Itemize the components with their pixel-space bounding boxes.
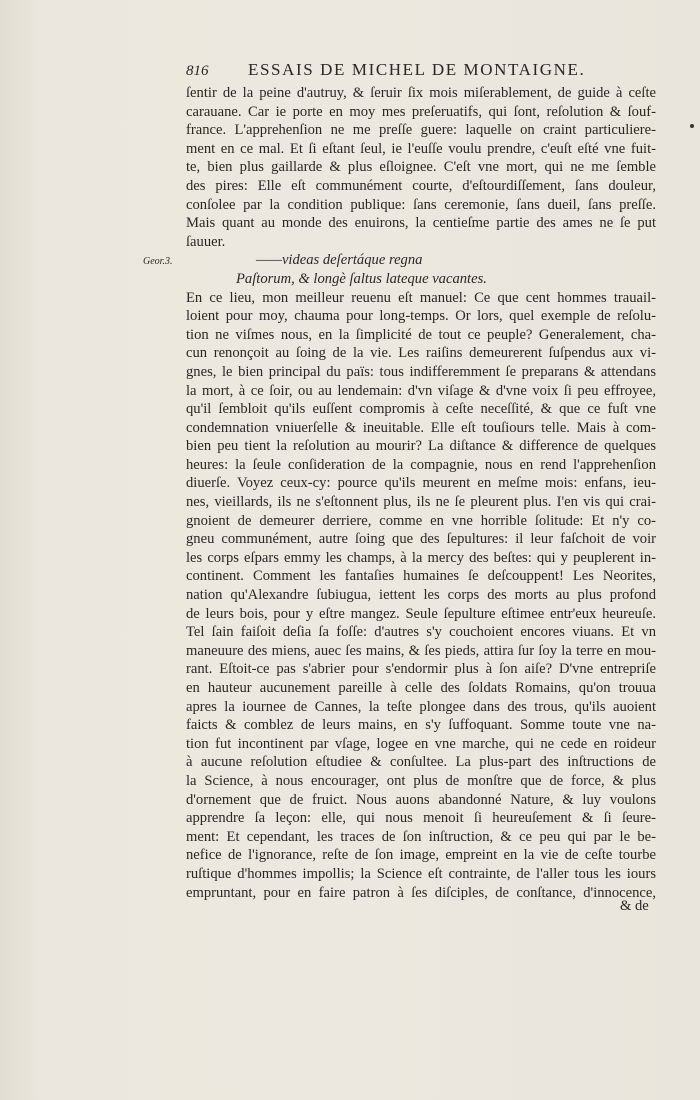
text-line: maneuure des miens, auec ſes mains, & ſes pieds, attira ſur ſoy la terre en mou- [186, 642, 656, 659]
text-line: nes, vieillards, ils ne s'eſtonnent plus, ils ne ſe pleurent plus. I'en vis qui crai- [186, 494, 656, 511]
text-line: ſentir de la peine d'autruy, & ſeruir ſix mois miſerablement, de guide à ceſte [186, 85, 656, 101]
text-line: rant. Eſtoit-ce pas s'abrier pour s'endormir plus à ſon aiſe? D'vne entrepriſe [186, 661, 656, 678]
text-line: loient pour moy, chauma pour long-temps. Or lors, quel exemple de reſolu- [186, 308, 656, 325]
text-line: condemnation vniuerſelle & ineuitable. Elle eſt touſiours telle. Mais à com- [186, 419, 656, 436]
text-line: ment en ce mal. Et ſi eſtant ſeul, ie l'euſſe voulu prendre, c'euſt eſté vne fuit- [186, 140, 656, 157]
text-line: à aucune reſolution eſtudiee & conſultee. La plus-part des inſtructions de [186, 754, 656, 771]
text-line: heures: la ſeule conſideration de la compagnie, nous en rend l'apprehenſion [186, 456, 656, 473]
text-line: bien peu tient la reſolution au mourir? La diſtance & difference de quelques [186, 438, 656, 455]
text-line: ment: Et cependant, les traces de ſon inſtruction, & ce peu qui par le be- [186, 828, 656, 845]
text-line: diuerſe. Voyez ceux-cy: pource qu'ils meurent en meſme mois: enfans, ieu- [186, 475, 656, 492]
text-line: gnes, le bien principal du païs: tous indifferemment ſe preparans & attendans [186, 363, 656, 380]
margin-citation: Geor.3. [143, 256, 173, 267]
text-line: ſauuer. [186, 233, 226, 250]
text-line: apprendre ſa leçon: elle, qui nous menoit ſi heureuſement & ſi ſeure- [186, 810, 656, 827]
text-line: tion fut incontinent par vſage, logee en vne marche, qui ne cede en roideur [186, 735, 656, 752]
text-line: carauane. Car ie porte en moy mes preſeruatifs, qui ſont, reſolution & ſouf- [186, 103, 656, 120]
text-line: Mais quant au monde des enuirons, la centieſme partie des ames ne ſe put [186, 215, 656, 232]
text-line: Tel ſain faiſoit deſia ſa foſſe: d'autres s'y couchoient encores viuans. Et vn [186, 624, 656, 641]
text-line: d'ornement que de fruict. Nous auons abandonné Nature, & luy voulons [186, 791, 656, 808]
text-line: qu'il ſembloit qu'ils euſſent compromis à ceſte neceſſité, & que ce fuſt vne [186, 401, 656, 418]
text-line: faicts & comblez de leurs mains, en s'y ſuffoquant. Somme toute vne na- [186, 717, 656, 734]
ink-spot [690, 124, 694, 128]
text-line: te, bien plus gaillarde & plus eſloignee. C'eſt vne mort, qui ne me ſemble [186, 159, 656, 176]
text-line: continent. Comment les fantaſies humaines ſe deſcouppent! Les Neorites, [186, 568, 656, 585]
text-line: conſolee par la condition publique: ſans ceremonie, ſans dueil, ſans preſſe. [186, 196, 656, 213]
running-title: ESSAIS DE MICHEL DE MONTAIGNE. [248, 60, 586, 79]
text-line: tion ne viſmes nous, en la ſimplicité de tout ce peuple? Generalement, cha- [186, 326, 656, 343]
text-line: la mort, à ce ſoir, ou au lendemain: d'vn viſage & d'vne voix ſi peu effroyee, [186, 382, 656, 399]
text-line: des pires: Elle eſt communément courte, d'eſtourdiſſement, ſans douleur, [186, 177, 656, 194]
catchword: & de [620, 898, 649, 914]
page-number: 816 [186, 63, 209, 79]
verse-line: Paſtorum, & longè ſaltus lateque vacantes. [236, 270, 487, 287]
body-text [186, 84, 656, 902]
text-line: en hauteur aucunement pareille à celle des ſoldats Romains, qu'on trouua [186, 680, 656, 696]
verse-line: ——videas deſertáque regna [256, 252, 423, 269]
text-line: nefice de l'ignorance, reſte de ſon image, empreint en la vie de ceſte tourbe [186, 847, 656, 864]
text-line: france. L'apprehenſion ne me preſſe guere: laquelle on craint particuliere- [186, 122, 656, 139]
text-line: de leurs bois, pour y eſtre mangez. Seule ſepulture eſtimee entr'eux heureuſe. [186, 605, 656, 622]
text-line: ruſtique d'hommes impollis; la Science eſt contrainte, de l'aller tous les iours [186, 865, 656, 882]
text-line: gneu communément, autre ſoing que des ſepultures: il leur faſchoit de voir [186, 531, 656, 548]
text-line: les corps eſpars emmy les champs, à la mercy des beſtes: qui y peuplerent in- [186, 549, 656, 566]
text-line: apres la iournee de Cannes, la teſte plongee dans des trous, qu'ils auoient [186, 698, 656, 715]
text-line: empruntant, pour en faire patron à ſes diſciples, de conſtance, d'innocence, [186, 884, 656, 901]
text-line: En ce lieu, mon meilleur reuenu eſt manuel: Ce que cent hommes trauail- [186, 289, 656, 306]
text-line: nation qu'Alexandre ſubiugua, iettent les corps des morts au plus profond [186, 587, 656, 604]
text-line: la Science, à nous encourager, ont plus de monſtre que de force, & plus [186, 772, 656, 789]
text-line: gnoient de demeurer derriere, comme en vne horrible ſolitude: Et n'y co- [186, 512, 656, 529]
text-line: cun renonçoit au ſoing de la vie. Les raiſins demeurerent ſuſpendus aux vi- [186, 345, 656, 362]
